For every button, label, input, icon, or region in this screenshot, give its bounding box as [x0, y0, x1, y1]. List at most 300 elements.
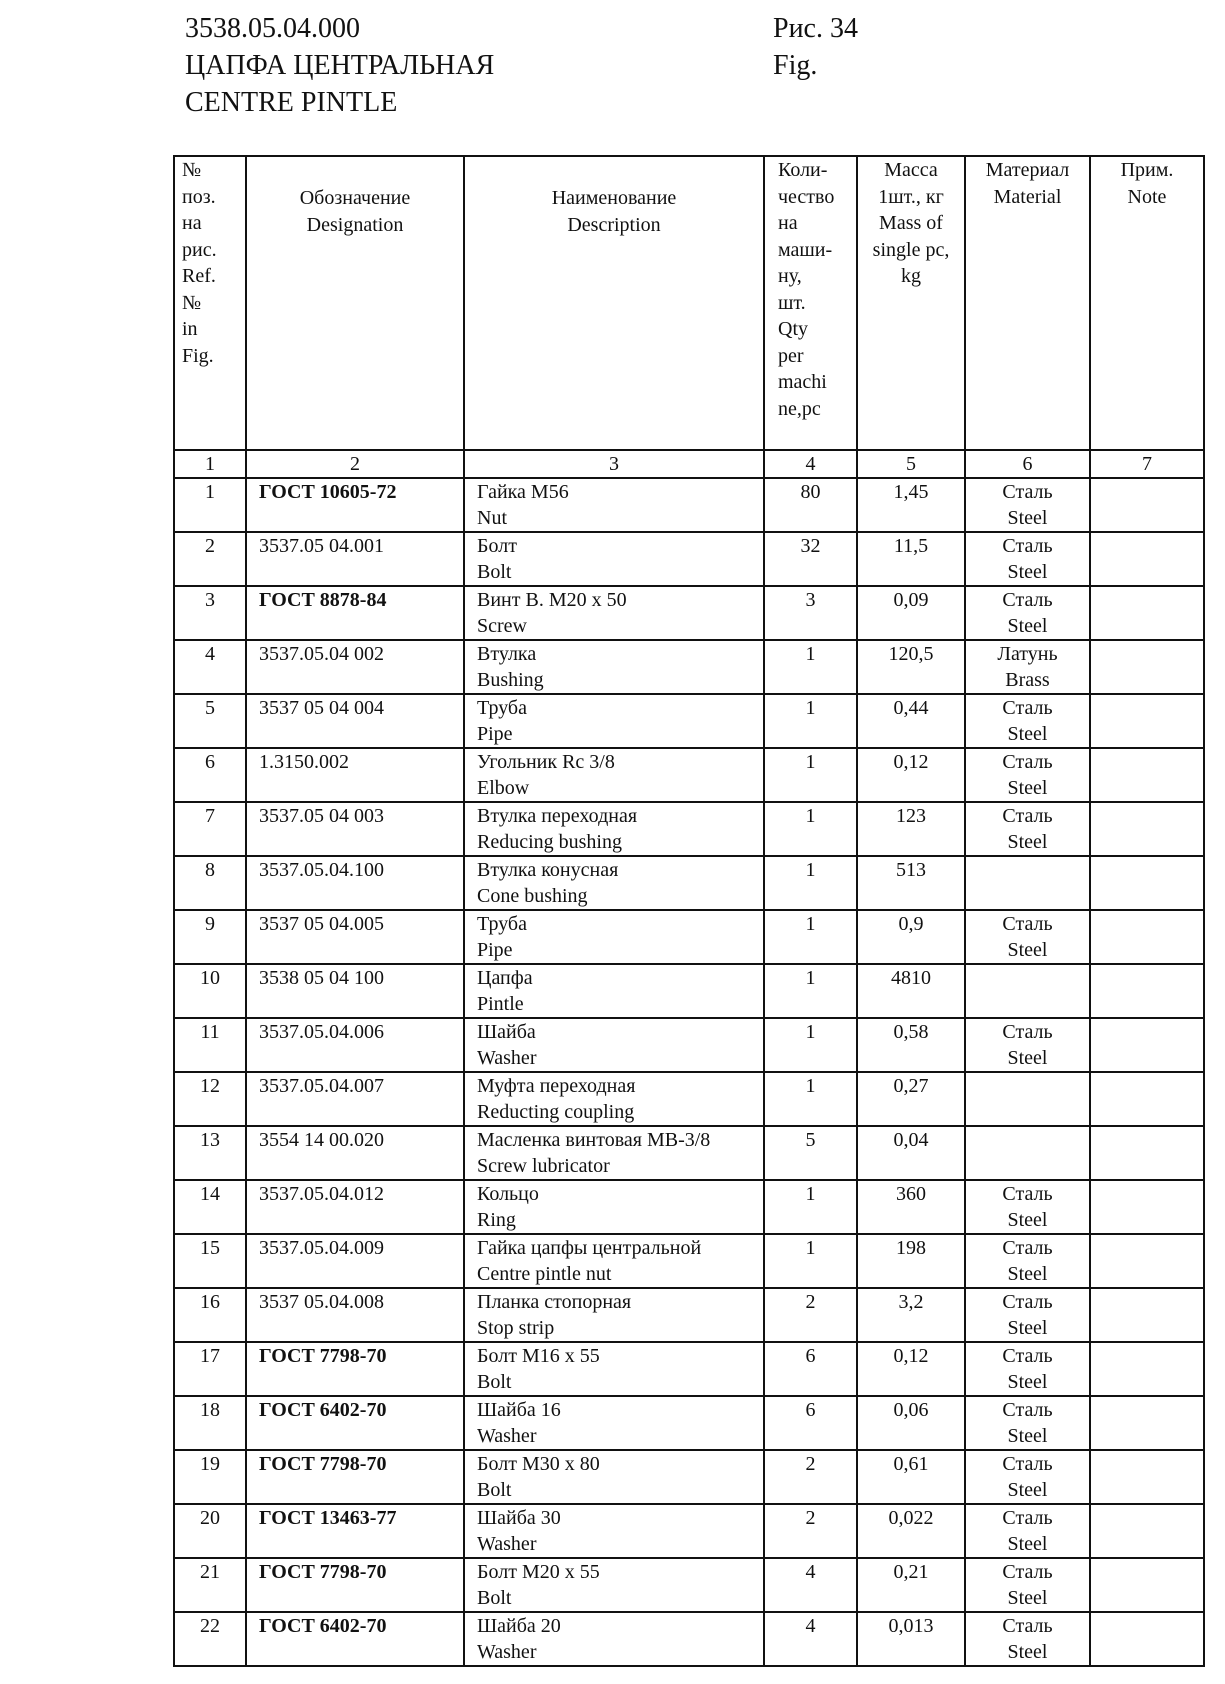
note-cell	[1090, 1180, 1204, 1234]
qty-cell: 2	[764, 1450, 857, 1504]
mass-cell: 0,06	[857, 1396, 965, 1450]
table-row	[174, 964, 1204, 1018]
description-cell	[464, 748, 764, 802]
description-ru: Втулка конусная	[477, 859, 619, 881]
description-cell	[464, 1126, 764, 1180]
description-en: Screw	[477, 615, 527, 637]
table-row	[174, 1612, 1204, 1666]
description-en: Bushing	[477, 669, 544, 691]
designation-cell: 3537 05.04.008	[246, 1288, 464, 1342]
description-ru: Масленка винтовая МВ-3/8	[477, 1129, 711, 1151]
description-ru: Угольник Rc 3/8	[477, 751, 615, 773]
description-en: Screw lubricator	[477, 1155, 610, 1177]
description-cell	[464, 532, 764, 586]
table-row	[174, 1504, 1204, 1558]
column-number: 3	[464, 450, 764, 478]
qty-cell: 2	[764, 1504, 857, 1558]
mass-cell: 0,022	[857, 1504, 965, 1558]
mass-cell: 3,2	[857, 1288, 965, 1342]
qty-cell: 32	[764, 532, 857, 586]
description-cell	[464, 1234, 764, 1288]
description-cell	[464, 1558, 764, 1612]
material-en: Steel	[1007, 723, 1048, 745]
description-en: Ring	[477, 1209, 516, 1231]
description-ru: Гайка М56	[477, 481, 569, 503]
fig-label-ru: Рис. 34	[773, 13, 858, 44]
ref-number-cell: 17	[174, 1342, 246, 1396]
description-cell	[464, 640, 764, 694]
material-en: Steel	[1007, 1479, 1048, 1501]
mass-cell: 11,5	[857, 532, 965, 586]
mass-cell: 0,9	[857, 910, 965, 964]
designation-cell: 3538 05 04 100	[246, 964, 464, 1018]
material-ru: Латунь	[997, 643, 1058, 665]
note-cell	[1090, 748, 1204, 802]
header-label-line: Ref.	[182, 265, 216, 287]
designation-cell: 1.3150.002	[246, 748, 464, 802]
description-en: Pintle	[477, 993, 524, 1015]
material-en: Brass	[1005, 669, 1050, 691]
header-description	[464, 156, 764, 450]
description-ru: Шайба 16	[477, 1399, 561, 1421]
material-ru: Сталь	[1002, 913, 1053, 935]
note-cell	[1090, 640, 1204, 694]
material-cell	[965, 1180, 1090, 1234]
qty-cell: 1	[764, 964, 857, 1018]
ref-number-cell: 4	[174, 640, 246, 694]
table-row	[174, 1180, 1204, 1234]
table-row	[174, 532, 1204, 586]
designation-cell: ГОСТ 7798-70	[246, 1450, 464, 1504]
ref-number-cell: 21	[174, 1558, 246, 1612]
column-number: 6	[965, 450, 1090, 478]
ref-number-cell: 6	[174, 748, 246, 802]
material-ru: Сталь	[1002, 697, 1053, 719]
mass-cell: 0,27	[857, 1072, 965, 1126]
material-cell	[965, 1072, 1090, 1126]
column-number: 2	[246, 450, 464, 478]
description-en: Washer	[477, 1425, 537, 1447]
description-en: Pipe	[477, 723, 513, 745]
designation-cell: 3537.05.04.006	[246, 1018, 464, 1072]
note-cell	[1090, 1396, 1204, 1450]
qty-cell: 1	[764, 910, 857, 964]
note-cell	[1090, 694, 1204, 748]
note-cell	[1090, 1234, 1204, 1288]
column-number: 1	[174, 450, 246, 478]
qty-cell: 80	[764, 478, 857, 532]
note-cell	[1090, 1126, 1204, 1180]
note-cell	[1090, 964, 1204, 1018]
description-en: Washer	[477, 1047, 537, 1069]
material-en: Steel	[1007, 615, 1048, 637]
table-row	[174, 1234, 1204, 1288]
description-en: Stop strip	[477, 1317, 555, 1339]
ref-number-cell: 14	[174, 1180, 246, 1234]
qty-cell: 3	[764, 586, 857, 640]
header-label-line: Масса	[884, 159, 938, 181]
header-label-line: Обозначение	[299, 187, 411, 209]
table-row	[174, 1450, 1204, 1504]
material-cell	[965, 910, 1090, 964]
header-label-line: чество	[778, 185, 835, 208]
description-cell	[464, 1072, 764, 1126]
material-en: Steel	[1007, 1209, 1048, 1231]
material-en: Steel	[1007, 777, 1048, 799]
header-label-line: machi	[778, 371, 827, 393]
table-header-row	[174, 156, 1204, 450]
description-cell	[464, 1612, 764, 1666]
material-ru: Сталь	[1002, 1399, 1053, 1421]
qty-cell: 4	[764, 1612, 857, 1666]
designation-cell: 3537.05 04 003	[246, 802, 464, 856]
header-label-line: per	[778, 344, 804, 367]
description-en: Bolt	[477, 561, 512, 583]
note-cell	[1090, 1018, 1204, 1072]
description-en: Nut	[477, 507, 507, 529]
mass-cell: 120,5	[857, 640, 965, 694]
ref-number-cell: 16	[174, 1288, 246, 1342]
ref-number-cell: 9	[174, 910, 246, 964]
ref-number-cell: 12	[174, 1072, 246, 1126]
material-en: Steel	[1007, 1587, 1048, 1609]
ref-number-cell: 5	[174, 694, 246, 748]
qty-cell: 5	[764, 1126, 857, 1180]
description-en: Centre pintle nut	[477, 1263, 612, 1285]
header-label-line: Qty	[778, 318, 808, 340]
note-cell	[1090, 1072, 1204, 1126]
ref-number-cell: 20	[174, 1504, 246, 1558]
note-cell	[1090, 1558, 1204, 1612]
mass-cell: 0,61	[857, 1450, 965, 1504]
description-en: Bolt	[477, 1479, 512, 1501]
description-ru: Шайба	[477, 1021, 536, 1043]
column-number: 4	[764, 450, 857, 478]
designation-cell: 3537.05 04.001	[246, 532, 464, 586]
material-ru: Сталь	[1002, 481, 1053, 503]
note-cell	[1090, 856, 1204, 910]
designation-cell: 3537.05.04 002	[246, 640, 464, 694]
table-row	[174, 910, 1204, 964]
description-cell	[464, 1180, 764, 1234]
description-cell	[464, 586, 764, 640]
table-row	[174, 1018, 1204, 1072]
qty-cell: 1	[764, 1018, 857, 1072]
material-en: Steel	[1007, 1047, 1048, 1069]
header-material	[965, 156, 1090, 450]
header-label-line: на	[778, 212, 798, 234]
material-cell	[965, 1234, 1090, 1288]
table-row	[174, 1558, 1204, 1612]
description-en: Washer	[477, 1533, 537, 1555]
description-ru: Болт М20 х 55	[477, 1561, 600, 1583]
description-cell	[464, 802, 764, 856]
material-en: Steel	[1007, 939, 1048, 961]
header-label-line: №	[182, 291, 202, 314]
header-label-line: single pc,	[872, 238, 950, 261]
description-cell	[464, 694, 764, 748]
mass-cell: 0,21	[857, 1558, 965, 1612]
table-row	[174, 640, 1204, 694]
description-cell	[464, 1288, 764, 1342]
table-row	[174, 586, 1204, 640]
material-en: Steel	[1007, 1263, 1048, 1285]
description-ru: Муфта переходная	[477, 1075, 636, 1097]
mass-cell: 0,013	[857, 1612, 965, 1666]
description-ru: Винт В. М20 х 50	[477, 589, 627, 611]
title-en: CENTRE PINTLE	[185, 87, 398, 118]
description-en: Bolt	[477, 1371, 512, 1393]
description-en: Pipe	[477, 939, 513, 961]
table-row	[174, 1126, 1204, 1180]
designation-cell: 3537.05.04.100	[246, 856, 464, 910]
qty-cell: 1	[764, 1180, 857, 1234]
material-ru: Сталь	[1002, 805, 1053, 827]
material-cell	[965, 532, 1090, 586]
description-cell	[464, 910, 764, 964]
material-cell	[965, 1558, 1090, 1612]
designation-cell: 3554 14 00.020	[246, 1126, 464, 1180]
note-cell	[1090, 910, 1204, 964]
material-ru: Сталь	[1002, 1021, 1053, 1043]
designation-cell: 3537 05 04 004	[246, 694, 464, 748]
designation-cell: ГОСТ 6402-70	[246, 1396, 464, 1450]
note-cell	[1090, 1288, 1204, 1342]
material-en: Steel	[1007, 561, 1048, 583]
header-label-line: Материал	[985, 159, 1070, 181]
mass-cell: 0,04	[857, 1126, 965, 1180]
material-ru: Сталь	[1002, 1615, 1053, 1637]
note-cell	[1090, 1504, 1204, 1558]
figure-reference	[773, 10, 858, 84]
material-cell	[965, 586, 1090, 640]
header-label-line: Material	[993, 185, 1062, 208]
material-cell	[965, 1288, 1090, 1342]
ref-number-cell: 1	[174, 478, 246, 532]
table-row	[174, 478, 1204, 532]
material-en: Steel	[1007, 1317, 1048, 1339]
material-ru: Сталь	[1002, 1561, 1053, 1583]
header-label-line: Прим.	[1120, 159, 1174, 181]
header-label-line: Designation	[306, 213, 404, 236]
description-ru: Шайба 30	[477, 1507, 561, 1529]
material-ru: Сталь	[1002, 589, 1053, 611]
material-ru: Сталь	[1002, 1183, 1053, 1205]
qty-cell: 1	[764, 1072, 857, 1126]
mass-cell: 123	[857, 802, 965, 856]
description-cell	[464, 1018, 764, 1072]
designation-cell: 3537.05.04.007	[246, 1072, 464, 1126]
material-ru: Сталь	[1002, 1345, 1053, 1367]
description-en: Cone bushing	[477, 885, 588, 907]
table-row	[174, 856, 1204, 910]
description-en: Bolt	[477, 1587, 512, 1609]
description-en: Reducing bushing	[477, 831, 622, 853]
header-note	[1090, 156, 1204, 450]
table-row	[174, 1396, 1204, 1450]
designation-cell: ГОСТ 7798-70	[246, 1342, 464, 1396]
material-cell	[965, 1612, 1090, 1666]
description-cell	[464, 1396, 764, 1450]
drawing-code: 3538.05.04.000	[185, 13, 360, 44]
description-cell	[464, 856, 764, 910]
header-label-line: 1шт., кг	[878, 185, 944, 208]
material-ru: Сталь	[1002, 535, 1053, 557]
description-ru: Болт М30 х 80	[477, 1453, 600, 1475]
header-label-line: kg	[901, 265, 921, 287]
description-ru: Болт	[477, 535, 517, 557]
note-cell	[1090, 586, 1204, 640]
note-cell	[1090, 1612, 1204, 1666]
mass-cell: 0,44	[857, 694, 965, 748]
column-number: 7	[1090, 450, 1204, 478]
note-cell	[1090, 1450, 1204, 1504]
ref-number-cell: 10	[174, 964, 246, 1018]
material-cell	[965, 1126, 1090, 1180]
designation-cell: 3537 05 04.005	[246, 910, 464, 964]
header-label-line: маши-	[778, 238, 833, 261]
header-label-line: ну,	[778, 265, 802, 287]
table-body	[174, 478, 1204, 1666]
header-mass	[857, 156, 965, 450]
ref-number-cell: 2	[174, 532, 246, 586]
mass-cell: 0,12	[857, 1342, 965, 1396]
mass-cell: 360	[857, 1180, 965, 1234]
mass-cell: 0,09	[857, 586, 965, 640]
material-cell	[965, 748, 1090, 802]
description-ru: Гайка цапфы центральной	[477, 1237, 702, 1259]
ref-number-cell: 13	[174, 1126, 246, 1180]
material-cell	[965, 694, 1090, 748]
ref-number-cell: 3	[174, 586, 246, 640]
material-en: Steel	[1007, 1425, 1048, 1447]
description-en: Reducting coupling	[477, 1101, 635, 1123]
qty-cell: 1	[764, 748, 857, 802]
description-ru: Труба	[477, 913, 527, 935]
qty-cell: 6	[764, 1396, 857, 1450]
title-ru: ЦАПФА ЦЕНТРАЛЬНАЯ	[185, 50, 495, 81]
qty-cell: 1	[764, 640, 857, 694]
designation-cell: 3537.05.04.012	[246, 1180, 464, 1234]
material-cell	[965, 640, 1090, 694]
qty-cell: 1	[764, 802, 857, 856]
mass-cell: 4810	[857, 964, 965, 1018]
designation-cell: 3537.05.04.009	[246, 1234, 464, 1288]
material-cell	[965, 1450, 1090, 1504]
header-label-line: шт.	[778, 291, 806, 314]
designation-cell: ГОСТ 6402-70	[246, 1612, 464, 1666]
table-row	[174, 694, 1204, 748]
note-cell	[1090, 1342, 1204, 1396]
header-label-line: Note	[1127, 185, 1167, 208]
ref-number-cell: 7	[174, 802, 246, 856]
mass-cell: 198	[857, 1234, 965, 1288]
note-cell	[1090, 478, 1204, 532]
designation-cell: ГОСТ 7798-70	[246, 1558, 464, 1612]
description-ru: Планка стопорная	[477, 1291, 632, 1313]
note-cell	[1090, 532, 1204, 586]
qty-cell: 1	[764, 694, 857, 748]
description-cell	[464, 478, 764, 532]
ref-number-cell: 18	[174, 1396, 246, 1450]
header-label-line: Наименование	[551, 187, 677, 209]
header-label-line: Description	[567, 213, 661, 236]
table-row	[174, 748, 1204, 802]
material-en: Steel	[1007, 507, 1048, 529]
material-en: Steel	[1007, 1371, 1048, 1393]
description-ru: Втулка переходная	[477, 805, 638, 827]
header-label-line: Mass of	[879, 212, 943, 234]
ref-number-cell: 22	[174, 1612, 246, 1666]
qty-cell: 6	[764, 1342, 857, 1396]
qty-cell: 1	[764, 856, 857, 910]
material-en: Steel	[1007, 1641, 1048, 1663]
header-ref	[174, 156, 246, 450]
material-cell	[965, 1504, 1090, 1558]
material-ru: Сталь	[1002, 1237, 1053, 1259]
description-cell	[464, 1342, 764, 1396]
material-en: Steel	[1007, 831, 1048, 853]
qty-cell: 2	[764, 1288, 857, 1342]
material-ru: Сталь	[1002, 1453, 1053, 1475]
header-label-line: рис.	[182, 238, 217, 261]
description-ru: Шайба 20	[477, 1615, 561, 1637]
header-label-line: in	[182, 318, 198, 340]
description-cell	[464, 964, 764, 1018]
mass-cell: 1,45	[857, 478, 965, 532]
designation-cell: ГОСТ 10605-72	[246, 478, 464, 532]
material-ru: Сталь	[1002, 1291, 1053, 1313]
header-designation	[246, 156, 464, 450]
description-ru: Втулка	[477, 643, 537, 665]
fig-label-en: Fig.	[773, 50, 818, 81]
table-row	[174, 1072, 1204, 1126]
mass-cell: 0,58	[857, 1018, 965, 1072]
description-ru: Цапфа	[477, 967, 533, 989]
parts-table	[173, 155, 1205, 1667]
material-cell	[965, 1018, 1090, 1072]
material-ru: Сталь	[1002, 751, 1053, 773]
description-ru: Кольцо	[477, 1183, 539, 1205]
description-en: Washer	[477, 1641, 537, 1663]
material-ru: Сталь	[1002, 1507, 1053, 1529]
material-en: Steel	[1007, 1533, 1048, 1555]
ref-number-cell: 19	[174, 1450, 246, 1504]
material-cell	[965, 1342, 1090, 1396]
note-cell	[1090, 802, 1204, 856]
material-cell	[965, 1396, 1090, 1450]
header-label-line: ne,pc	[778, 397, 821, 420]
header-label-line: поз.	[182, 185, 216, 208]
description-en: Elbow	[477, 777, 530, 799]
header-label-line: №	[182, 159, 202, 181]
ref-number-cell: 15	[174, 1234, 246, 1288]
description-ru: Болт М16 х 55	[477, 1345, 600, 1367]
description-cell	[464, 1450, 764, 1504]
designation-cell: ГОСТ 13463-77	[246, 1504, 464, 1558]
column-number: 5	[857, 450, 965, 478]
qty-cell: 1	[764, 1234, 857, 1288]
mass-cell: 513	[857, 856, 965, 910]
qty-cell: 4	[764, 1558, 857, 1612]
material-cell	[965, 802, 1090, 856]
ref-number-cell: 11	[174, 1018, 246, 1072]
document-header	[185, 10, 494, 121]
material-cell	[965, 856, 1090, 910]
description-cell	[464, 1504, 764, 1558]
header-label-line: Коли-	[778, 159, 828, 181]
table-row	[174, 1288, 1204, 1342]
